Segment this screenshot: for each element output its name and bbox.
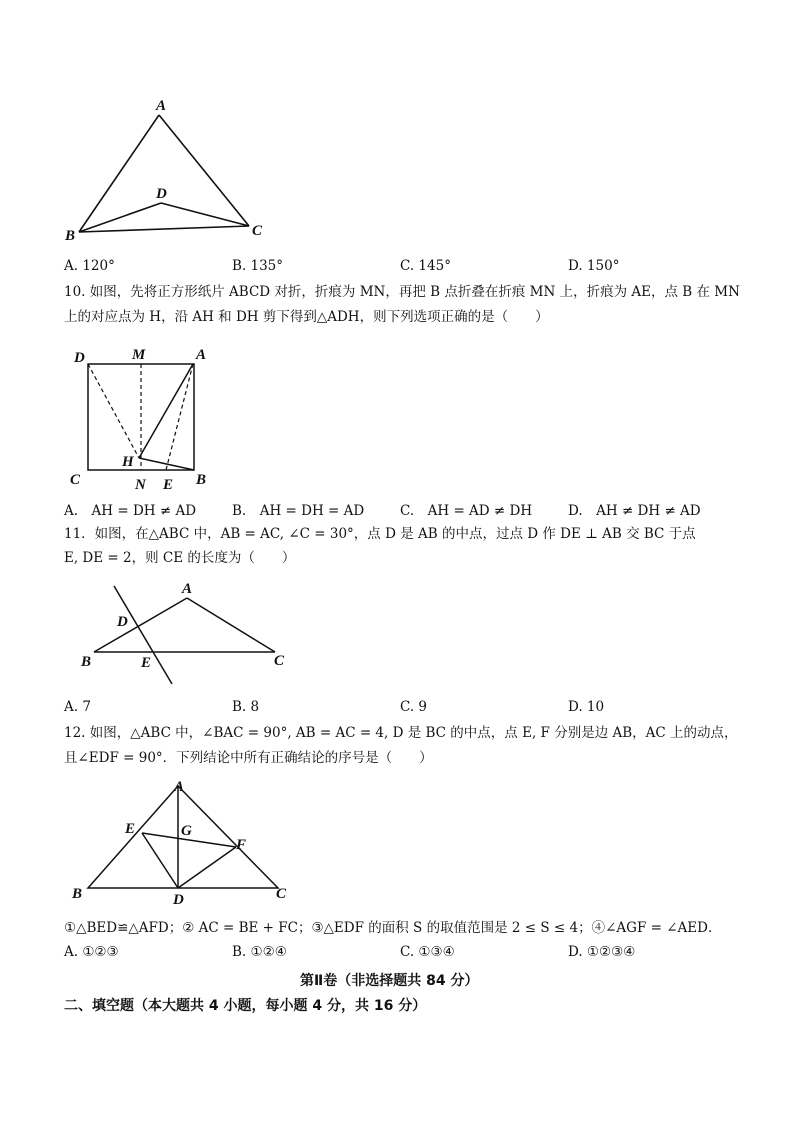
q11-text-line-1: 11．如图，在△ABC 中，AB = AC, ∠C = 30°，点 D 是 AB 的中点，过点 D 作 DE ⊥ AB 交 BC 于点 [64, 526, 696, 542]
q10-figure [64, 340, 224, 495]
q12-option-d: D. ①②③④ [568, 944, 636, 960]
q9-label-c: C [252, 223, 263, 239]
q12-figure [64, 772, 304, 908]
q10-text-line-1: 10. 如图，先将正方形纸片 ABCD 对折，折痕为 MN，再把 B 点折叠在折痕 MN 上，折痕为 AE，点 B 在 MN [64, 284, 740, 300]
q12-label-g: G [181, 823, 192, 839]
q10-label-h: H [122, 454, 134, 470]
q9-edge-ab [79, 115, 159, 232]
q11-side-ac [187, 598, 275, 652]
part-two-heading: 二、填空题（本大题共 4 小题，每小题 4 分，共 16 分） [64, 998, 427, 1014]
q12-option-c: C. ①③④ [400, 944, 455, 960]
q10-text-line-2: 上的对应点为 H，沿 AH 和 DH 剪下得到△ADH，则下列选项正确的是（ ） [64, 309, 549, 325]
q9-edge-bd [79, 203, 161, 232]
q11-label-a: A [182, 581, 193, 597]
q9-option-a: A. 120° [64, 258, 115, 274]
q12-label-d: D [173, 892, 184, 908]
q12-label-c: C [276, 886, 287, 902]
q12-option-b: B. ①②④ [232, 944, 287, 960]
q10-label-b: B [196, 472, 207, 488]
q11-option-b: B. 8 [232, 699, 260, 715]
q9-label-d: D [156, 186, 167, 202]
section-title: 第Ⅱ卷（非选择题共 84 分） [300, 973, 479, 989]
q9-edge-bc [79, 226, 249, 232]
q11-label-d: D [117, 614, 128, 630]
q10-option-c: C. AH = AD ≠ DH [400, 503, 533, 519]
q12-statements: ①△BED≌△AFD；② AC = BE + FC；③△EDF 的面积 S 的取值范围是 2 ≤ S ≤ 4；④∠AGF = ∠AED． [64, 920, 722, 936]
q11-option-a: A. 7 [64, 699, 91, 715]
q11-figure [64, 574, 304, 690]
q12-label-a: A [174, 779, 185, 795]
q12-label-f: F [236, 837, 247, 853]
q12-segment-fd [178, 847, 236, 888]
q11-label-b: B [81, 654, 92, 670]
q9-figure [60, 95, 280, 255]
q12-label-b: B [72, 886, 83, 902]
q10-segment-dh [88, 364, 139, 458]
q11-option-c: C. 9 [400, 699, 428, 715]
q10-label-a: A [196, 347, 207, 363]
q10-label-c: C [70, 472, 81, 488]
q11-option-d: D. 10 [568, 699, 605, 715]
q9-edge-ac [159, 115, 249, 226]
q10-crease-ae [166, 364, 193, 470]
q11-text-line-2: E, DE = 2，则 CE 的长度为（ ） [64, 550, 296, 566]
q11-side-ab [94, 598, 187, 652]
q10-segment-ah [139, 364, 193, 458]
q10-option-d: D. AH ≠ DH ≠ AD [568, 503, 701, 519]
q12-segment-ed [142, 833, 178, 888]
q9-label-a: A [156, 98, 167, 114]
q10-label-e: E [163, 477, 174, 493]
q10-label-n: N [135, 477, 146, 493]
q12-label-e: E [125, 821, 136, 837]
q12-text-line-2: 且∠EDF = 90°．下列结论中所有正确结论的序号是（ ） [64, 750, 433, 766]
q12-text-line-1: 12. 如图，△ABC 中，∠BAC = 90°, AB = AC = 4, D 是 BC 的中点，点 E, F 分别是边 AB，AC 上的动点， [64, 725, 738, 741]
q9-option-d: D. 150° [568, 258, 620, 274]
q9-option-c: C. 145° [400, 258, 451, 274]
q10-label-d: D [74, 350, 85, 366]
q12-option-a: A. ①②③ [64, 944, 119, 960]
q9-option-b: B. 135° [232, 258, 284, 274]
q11-label-e: E [141, 655, 152, 671]
q9-edge-dc [161, 203, 249, 226]
q9-label-b: B [65, 228, 76, 244]
q11-label-c: C [274, 653, 285, 669]
q10-label-m: M [132, 347, 146, 363]
q10-option-b: B. AH = DH = AD [232, 503, 365, 519]
q10-option-a: A. AH = DH ≠ AD [64, 503, 197, 519]
